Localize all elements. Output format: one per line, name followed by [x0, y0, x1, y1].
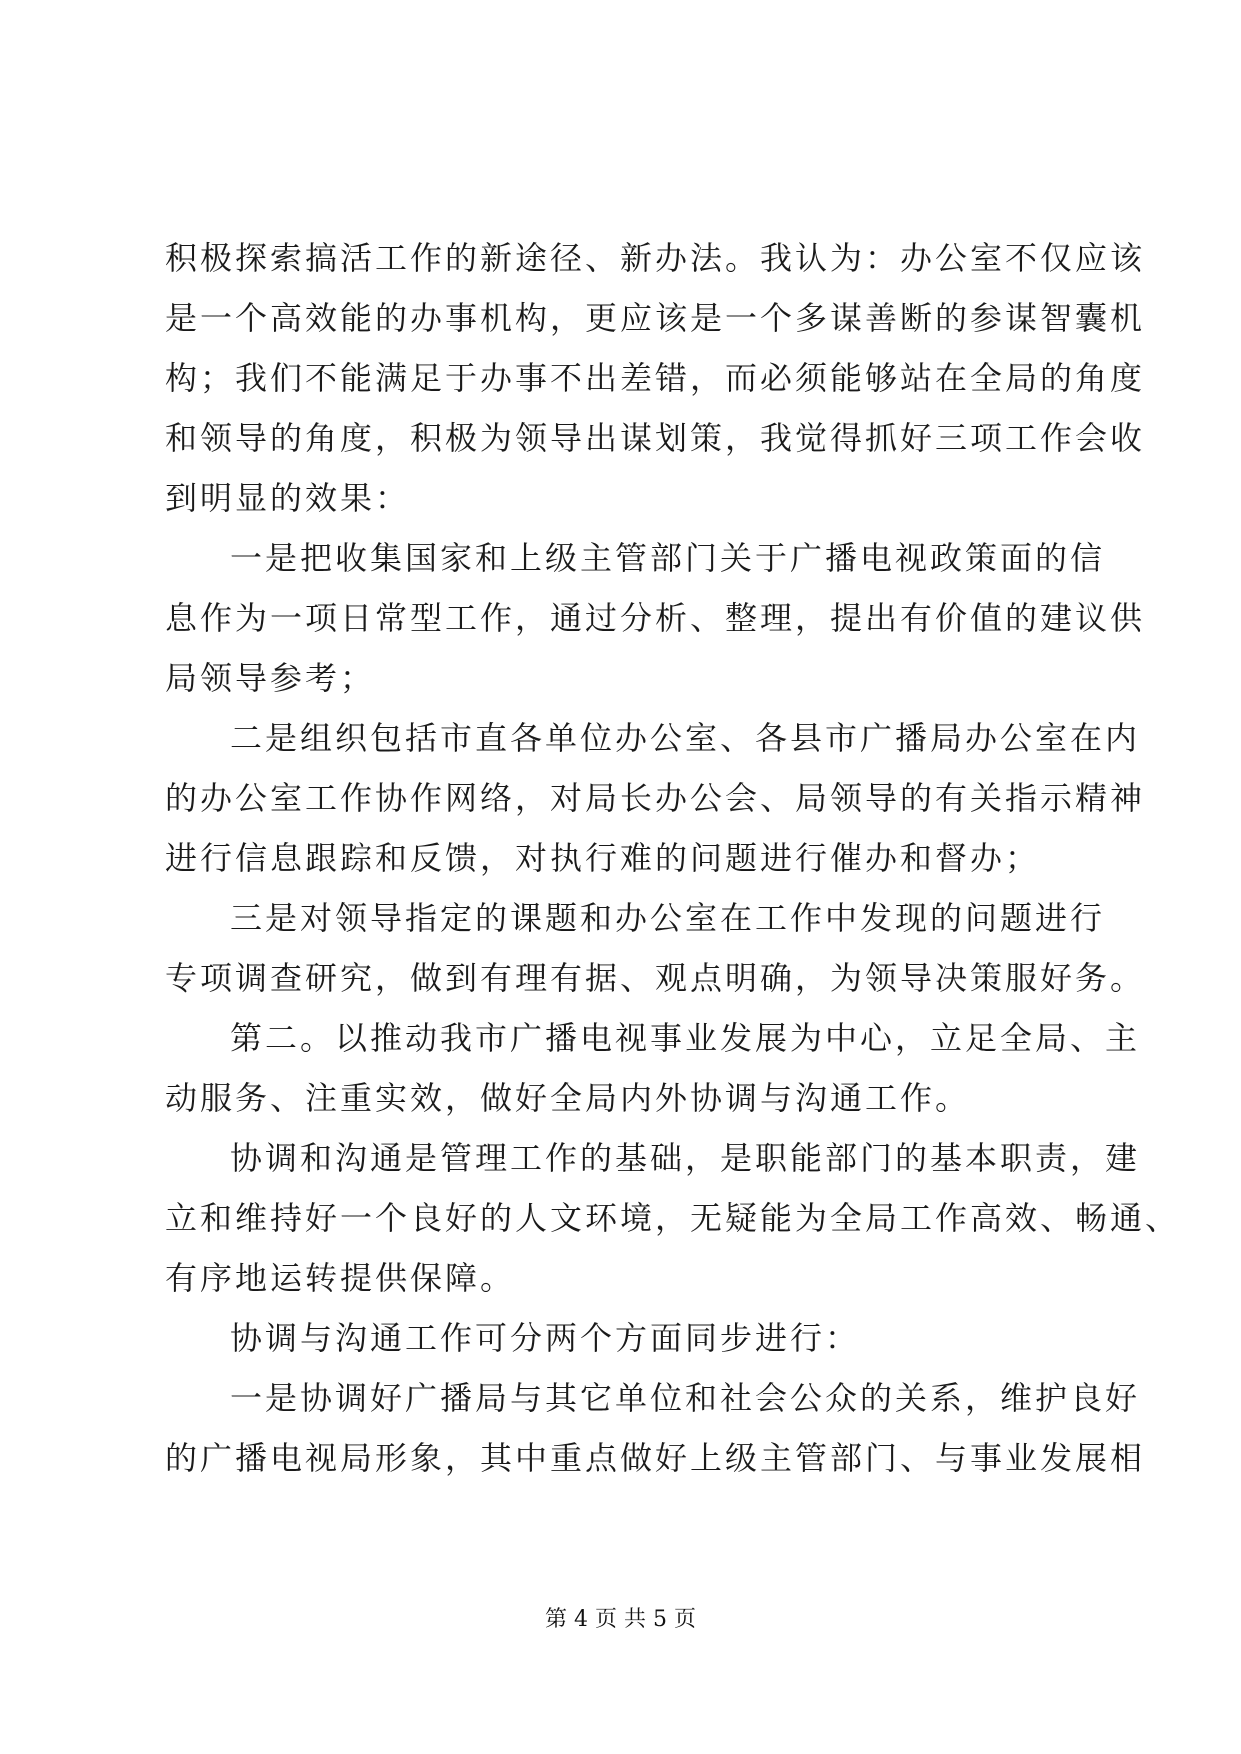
text-line: 动服务、注重实效，做好全局内外协调与沟通工作。 — [165, 1079, 971, 1117]
paragraph-start-line: 协调和沟通是管理工作的基础，是职能部门的基本职责，建 — [230, 1139, 1141, 1177]
text-line: 息作为一项日常型工作，通过分析、整理，提出有价值的建议供 — [165, 599, 1146, 637]
text-line: 是一个高效能的办事机构，更应该是一个多谋善断的参谋智囊机 — [165, 299, 1146, 337]
text-line: 立和维持好一个良好的人文环境，无疑能为全局工作高效、畅通、 — [165, 1199, 1181, 1237]
body-text — [165, 228, 1181, 1488]
text-line: 专项调查研究，做到有理有据、观点明确，为领导决策服好务。 — [165, 959, 1146, 997]
paragraph-start-line: 三是对领导指定的课题和办公室在工作中发现的问题进行 — [230, 899, 1106, 937]
text-line: 和领导的角度，积极为领导出谋划策，我觉得抓好三项工作会收 — [165, 419, 1146, 457]
text-line: 进行信息跟踪和反馈，对执行难的问题进行催办和督办； — [165, 839, 1041, 877]
text-line: 的广播电视局形象，其中重点做好上级主管部门、与事业发展相 — [165, 1439, 1146, 1477]
text-line: 积极探索搞活工作的新途径、新办法。我认为：办公室不仅应该 — [165, 239, 1146, 277]
paragraph-start-line: 第二。以推动我市广播电视事业发展为中心，立足全局、主 — [230, 1019, 1141, 1057]
page-number-footer: 第 4 页 共 5 页 — [545, 1607, 696, 1632]
paragraph-start-line: 一是协调好广播局与其它单位和社会公众的关系，维护良好 — [230, 1379, 1141, 1417]
text-line: 的办公室工作协作网络，对局长办公会、局领导的有关指示精神 — [165, 779, 1146, 817]
paragraph-start-line: 二是组织包括市直各单位办公室、各县市广播局办公室在内 — [230, 719, 1141, 757]
paragraph-start-line: 一是把收集国家和上级主管部门关于广播电视政策面的信 — [230, 539, 1106, 577]
text-line: 有序地运转提供保障。 — [165, 1259, 516, 1297]
text-line: 到明显的效果： — [165, 479, 411, 517]
text-line: 局领导参考； — [165, 659, 376, 697]
text-line: 构；我们不能满足于办事不出差错，而必须能够站在全局的角度 — [165, 359, 1146, 397]
paragraph-start-line: 协调与沟通工作可分两个方面同步进行： — [230, 1319, 861, 1357]
